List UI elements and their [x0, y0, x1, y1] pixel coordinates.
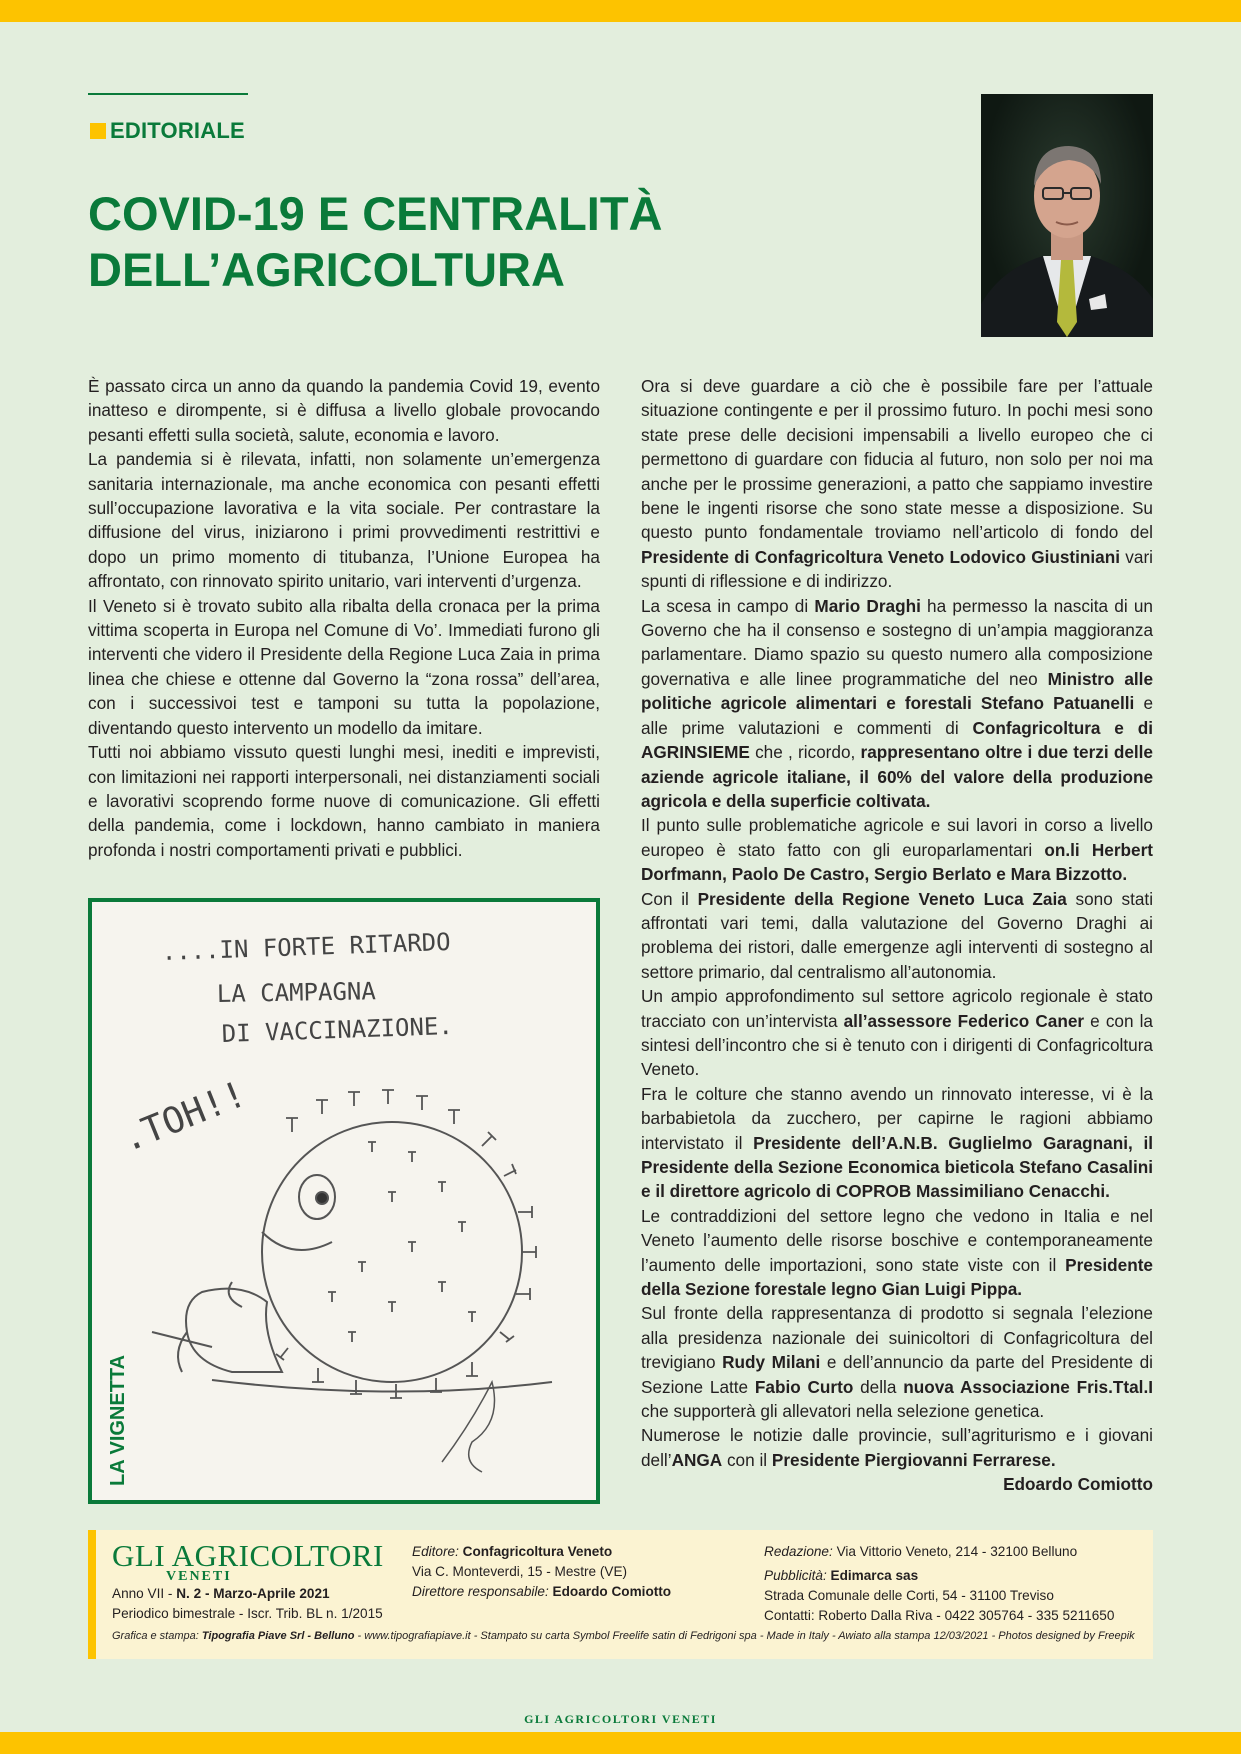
section-label — [90, 118, 245, 144]
author-portrait-illustration — [981, 94, 1153, 337]
paragraph: È passato circa un anno da quando la pandemia Covid 19, evento inatteso e dirompente, si è diffusa a livello globale provocando pesanti effetti sulla società, salute, economia e lavoro. — [88, 376, 600, 445]
paragraph: Con il Presidente della Regione Veneto Luca Zaia sono stati affrontati vari temi, dalla valutazione del Governo Draghi ai problema dei ristori, dalle emergenze agli interventi di sostegno al settore primario, dal centralismo all’autonomia. — [641, 888, 1154, 982]
cartoon-drawing — [92, 902, 596, 1500]
masthead-box — [88, 1530, 1153, 1659]
paragraph: Sul fronte della rappresentanza di prodotto si segnala l’elezione alla presidenza nazionale dei suinicoltori di Confagricoltura del trevigiano Rudy Milani e dell’annuncio da parte del Presidente di Sezione Latte Fabio Curto della nuova Associazione Fris.Ttal.I che supporterà gli allevatori nella selezione genetica. — [641, 1303, 1154, 1422]
section-marker-icon — [90, 123, 106, 139]
cartoon-label-text: LA VIGNETTA — [107, 1354, 129, 1486]
paragraph: Il Veneto si è trovato subito alla ribalta della cronaca per la prima vittima scoperta in Europa nel Comune di Vo’. Immediati furono gli interventi che videro il Presidente della Regione Luca Zaia in prima linea che chiese e ottenne dal Governo la “zona rossa” dell’area, con i successivoi test e tamponi su tutta la popolazione, diventando questo intervento un modello da imitare. — [88, 595, 600, 738]
logo-main: GLI AGRICOLTORI — [112, 1538, 384, 1573]
section-label-text: EDITORIALE — [110, 118, 245, 143]
paragraph: Numerose le notizie dalle provincie, sull’agriturismo e i giovani dell’ANGA con il Presidente Piergiovanni Ferrarese. — [641, 1425, 1153, 1470]
paragraph: Fra le colture che stanno avendo un rinnovato interesse, vi è la barbabietola da zucchero, per capirne le ragioni abbiamo intervistato il Presidente dell’A.N.B. Guglielmo Garagnani, il Presidente della Sezione Economica bieticola Stefano Casalini e il direttore agricolo di COPROB Massimiliano Cenacchi. — [641, 1083, 1154, 1202]
article-headline — [88, 186, 848, 298]
publication-logo — [112, 1540, 384, 1584]
cartoon-caption-line-1: ....IN FORTE RITARDO — [161, 927, 452, 966]
masthead-accent-bar — [88, 1530, 96, 1659]
cartoon-box — [88, 898, 600, 1504]
editorial-contacts: Redazione: Via Vittorio Veneto, 214 - 32100 Belluno Pubblicità: Edimarca sas Strada Comunale delle Corti, 54 - 31100 Treviso Contatti: Roberto Dalla Riva - 0422 305764 - 335 5211650 — [764, 1544, 1115, 1623]
paragraph: Ora si deve guardare a ciò che è possibile fare per l’attuale situazione contingente e per il prossimo futuro. In pochi mesi sono state prese delle decisioni impensabili a livello europeo che ci permettono di guardare con fiducia al futuro, non solo per noi ma anche per le prossime generazioni, a patto che sappiamo investire bene le ingenti risorse che sono state messe a disposizione. Su questo punto fondamentale troviamo nell’articolo di fondo del Presidente di Confagricoltura Veneto Lodovico Giustiniani vari spunti di riflessione e di indirizzo. — [641, 376, 1153, 592]
paragraph: Un ampio approfondimento sul settore agricolo regionale è stato tracciato con un’intervista all’assessore Federico Caner e con la sintesi dell’incontro che si è tenuto con i dirigenti di Confagricoltura Veneto. — [641, 986, 1153, 1080]
headline-line-2: DELL’AGRICOLTURA — [88, 243, 565, 296]
headline-line-1: COVID-19 E CENTRALITÀ — [88, 187, 663, 240]
section-rule — [88, 93, 248, 95]
logo-sub: VENETI — [166, 1569, 232, 1584]
virus-illustration — [152, 1090, 552, 1472]
paragraph: La pandemia si è rilevata, infatti, non solamente un’emergenza sanitaria internazionale, ma anche economica con pesanti effetti sull’occupazione lavorativa e la vita sociale. Per contrastare la diffusione del virus, iniziarono i primi provvedimenti restrittivi e dopo un primo momento di titubanza, l’Unione Europea ha affrontato, con rinnovato spirito unitario, vari interventi d’urgenza. — [88, 449, 600, 592]
issue-info: Anno VII - N. 2 - Marzo-Aprile 2021 Periodico bimestrale - Iscr. Trib. BL n. 1/2015 — [112, 1586, 383, 1621]
article-column-left — [88, 374, 600, 862]
paragraph: Il punto sulle problematiche agricole e sui lavori in corso a livello europeo è stato fatto con gli europarlamentari on.li Herbert Dorfmann, Paolo De Castro, Sergio Berlato e Mara Bizzotto. — [641, 815, 1153, 885]
print-credits: Grafica e stampa: Tipografia Piave Srl - Belluno - www.tipografiapiave.it - Stampato su carta Symbol Freelife satin di Fedrigoni spa - Made in Italy - Awiato alla stampa 12/03/2021 - Photos designed by Freepik — [112, 1630, 1135, 1642]
paragraph: Le contraddizioni del settore legno che vedono in Italia e nel Veneto l’aumento delle risorse boschive e contemporaneamente l’aumento delle importazioni, sono state viste con il Presidente della Sezione forestale legno Gian Luigi Pippa. — [641, 1205, 1153, 1300]
footer-publication-name: GLI AGRICOLTORI VENETI — [524, 1712, 717, 1726]
publisher-info: Editore: Confagricoltura Veneto Via C. Monteverdi, 15 - Mestre (VE) Direttore responsabile: Edoardo Comiotto — [412, 1544, 672, 1599]
cartoon-caption-line-2: LA CAMPAGNA — [216, 977, 377, 1008]
cartoon-caption-line-3: DI VACCINAZIONE. — [221, 1011, 454, 1048]
paragraph: La scesa in campo di Mario Draghi ha permesso la nascita di un Governo che ha il consenso e sostegno di un’ampia maggioranza parlamentare. Diamo spazio su questo numero alla composizione governativa e alle linee programmatiche del neo Ministro alle politiche agricole alimentari e forestali Stefano Patuanelli e alle prime valutazioni e commenti di Confagricoltura e di AGRINSIEME che , ricordo, rappresentano oltre i due terzi delle aziende agricole italiane, il 60% del valore della produzione agricola e della superficie coltivata. — [641, 595, 1154, 811]
bottom-color-band — [0, 1732, 1241, 1754]
cartoon-label — [96, 1290, 136, 1490]
top-color-band — [0, 0, 1241, 22]
article-column-right — [641, 374, 1153, 1497]
author-portrait — [981, 94, 1153, 337]
paragraph: Tutti noi abbiamo vissuto questi lunghi mesi, inediti e imprevisti, con limitazioni nei rapporti interpersonali, nei distanziamenti sociali e lavorativi scoprendo forme nuove di comunicazione. Gli effetti della pandemia, come i lockdown, hanno cambiato in maniera profonda i nostri comportamenti privati e pubblici. — [88, 742, 600, 860]
author-signature: Edoardo Comiotto — [1003, 1474, 1153, 1495]
cartoon-exclamation: .TOH!! — [116, 1073, 252, 1161]
